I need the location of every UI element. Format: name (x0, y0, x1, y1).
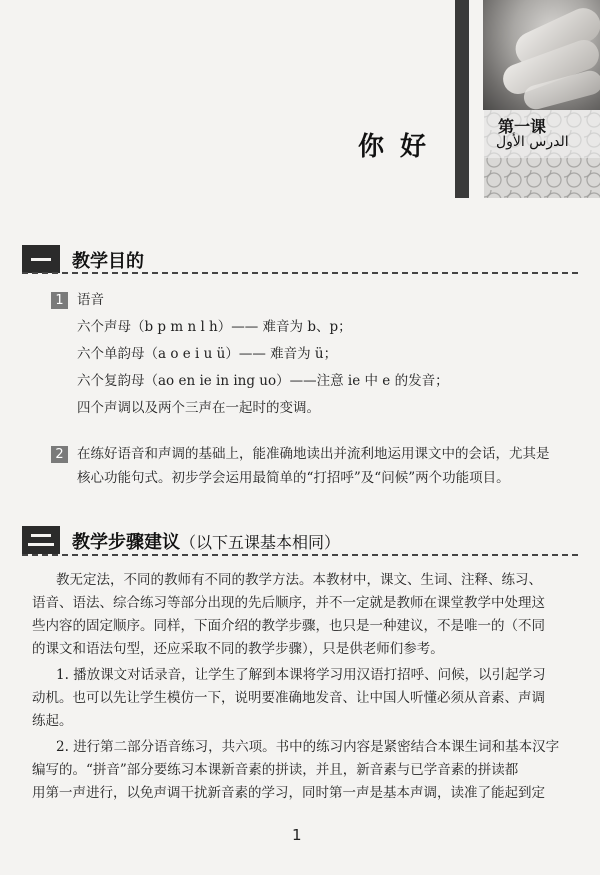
item-one-number: 1 (51, 292, 68, 309)
section-two-badge (22, 526, 60, 554)
paragraph-line: 练起。 (32, 713, 73, 729)
section-one-title: 教学目的 (72, 251, 144, 272)
section-one-badge (22, 245, 60, 273)
item-one-label: 语音 (77, 292, 104, 308)
page-number: 1 (292, 826, 302, 844)
paragraph-line: 用第一声进行，以免声调干扰新音素的学习，同时第一声是基本声调，读准了能起到定 (32, 785, 545, 801)
header-vertical-bar (455, 0, 469, 198)
item-one-line: 六个复韵母（ao en ie in ing uo）——注意 ie 中 e 的发音； (77, 373, 449, 389)
paragraph-line: 编写的。“拼音”部分要练习本课新音素的拼读，并且，新音素与已学音素的拼读都 (32, 762, 519, 778)
paragraph-line: 动机。也可以先让学生模仿一下，说明要准确地发音、让中国人听懂必须从音素、声调 (32, 690, 545, 706)
lesson-number-arabic: الدرس الأول (496, 134, 569, 150)
item-two-line: 在练好语音和声调的基础上，能准确地读出并流利地运用课文中的会话，尤其是 (77, 446, 550, 462)
paragraph-line: 的课文和语法句型，还应采取不同的教学步骤），只是供老师们参考。 (32, 641, 444, 657)
paragraph-line: 教无定法，不同的教师有不同的教学方法。本教材中，课文、生词、注释、练习、 (56, 572, 542, 588)
item-one-line: 四个声调以及两个三声在一起时的变调。 (77, 400, 320, 416)
section-two-subtitle: （以下五课基本相同） (180, 533, 341, 552)
paragraph-line: 些内容的固定顺序。同样，下面介绍的教学步骤，也只是一种建议，不是唯一的（不同 (32, 618, 545, 634)
paragraph-line: 语音、语法、综合练习等部分出现的先后顺序，并不一定就是教师在课堂教学中处理这 (32, 595, 545, 611)
item-one-line: 六个单韵母（a o e i u ü）—— 难音为 ü； (77, 346, 338, 362)
lesson-title: 你好 (358, 132, 443, 162)
item-two-number: 2 (51, 446, 68, 463)
paragraph-line: 1. 播放课文对话录音，让学生了解到本课将学习用汉语打招呼、问候，以引起学习 (56, 667, 546, 683)
item-two-line: 核心功能句式。初步学会运用最简单的“打招呼”及“问候”两个功能项目。 (77, 470, 510, 486)
section-one-divider (22, 272, 578, 274)
item-one-line: 六个声母（b p m n l h）—— 难音为 b、p； (77, 319, 352, 335)
header-photo (483, 0, 600, 110)
section-two-divider (22, 554, 578, 556)
lesson-number-chinese: 第一课 (498, 117, 547, 136)
section-two-title (72, 528, 340, 554)
paragraph-line: 2. 进行第二部分语音练习，共六项。书中的练习内容是紧密结合本课生词和基本汉字 (56, 739, 560, 755)
section-two-title-text: 教学步骤建议 (72, 532, 180, 553)
